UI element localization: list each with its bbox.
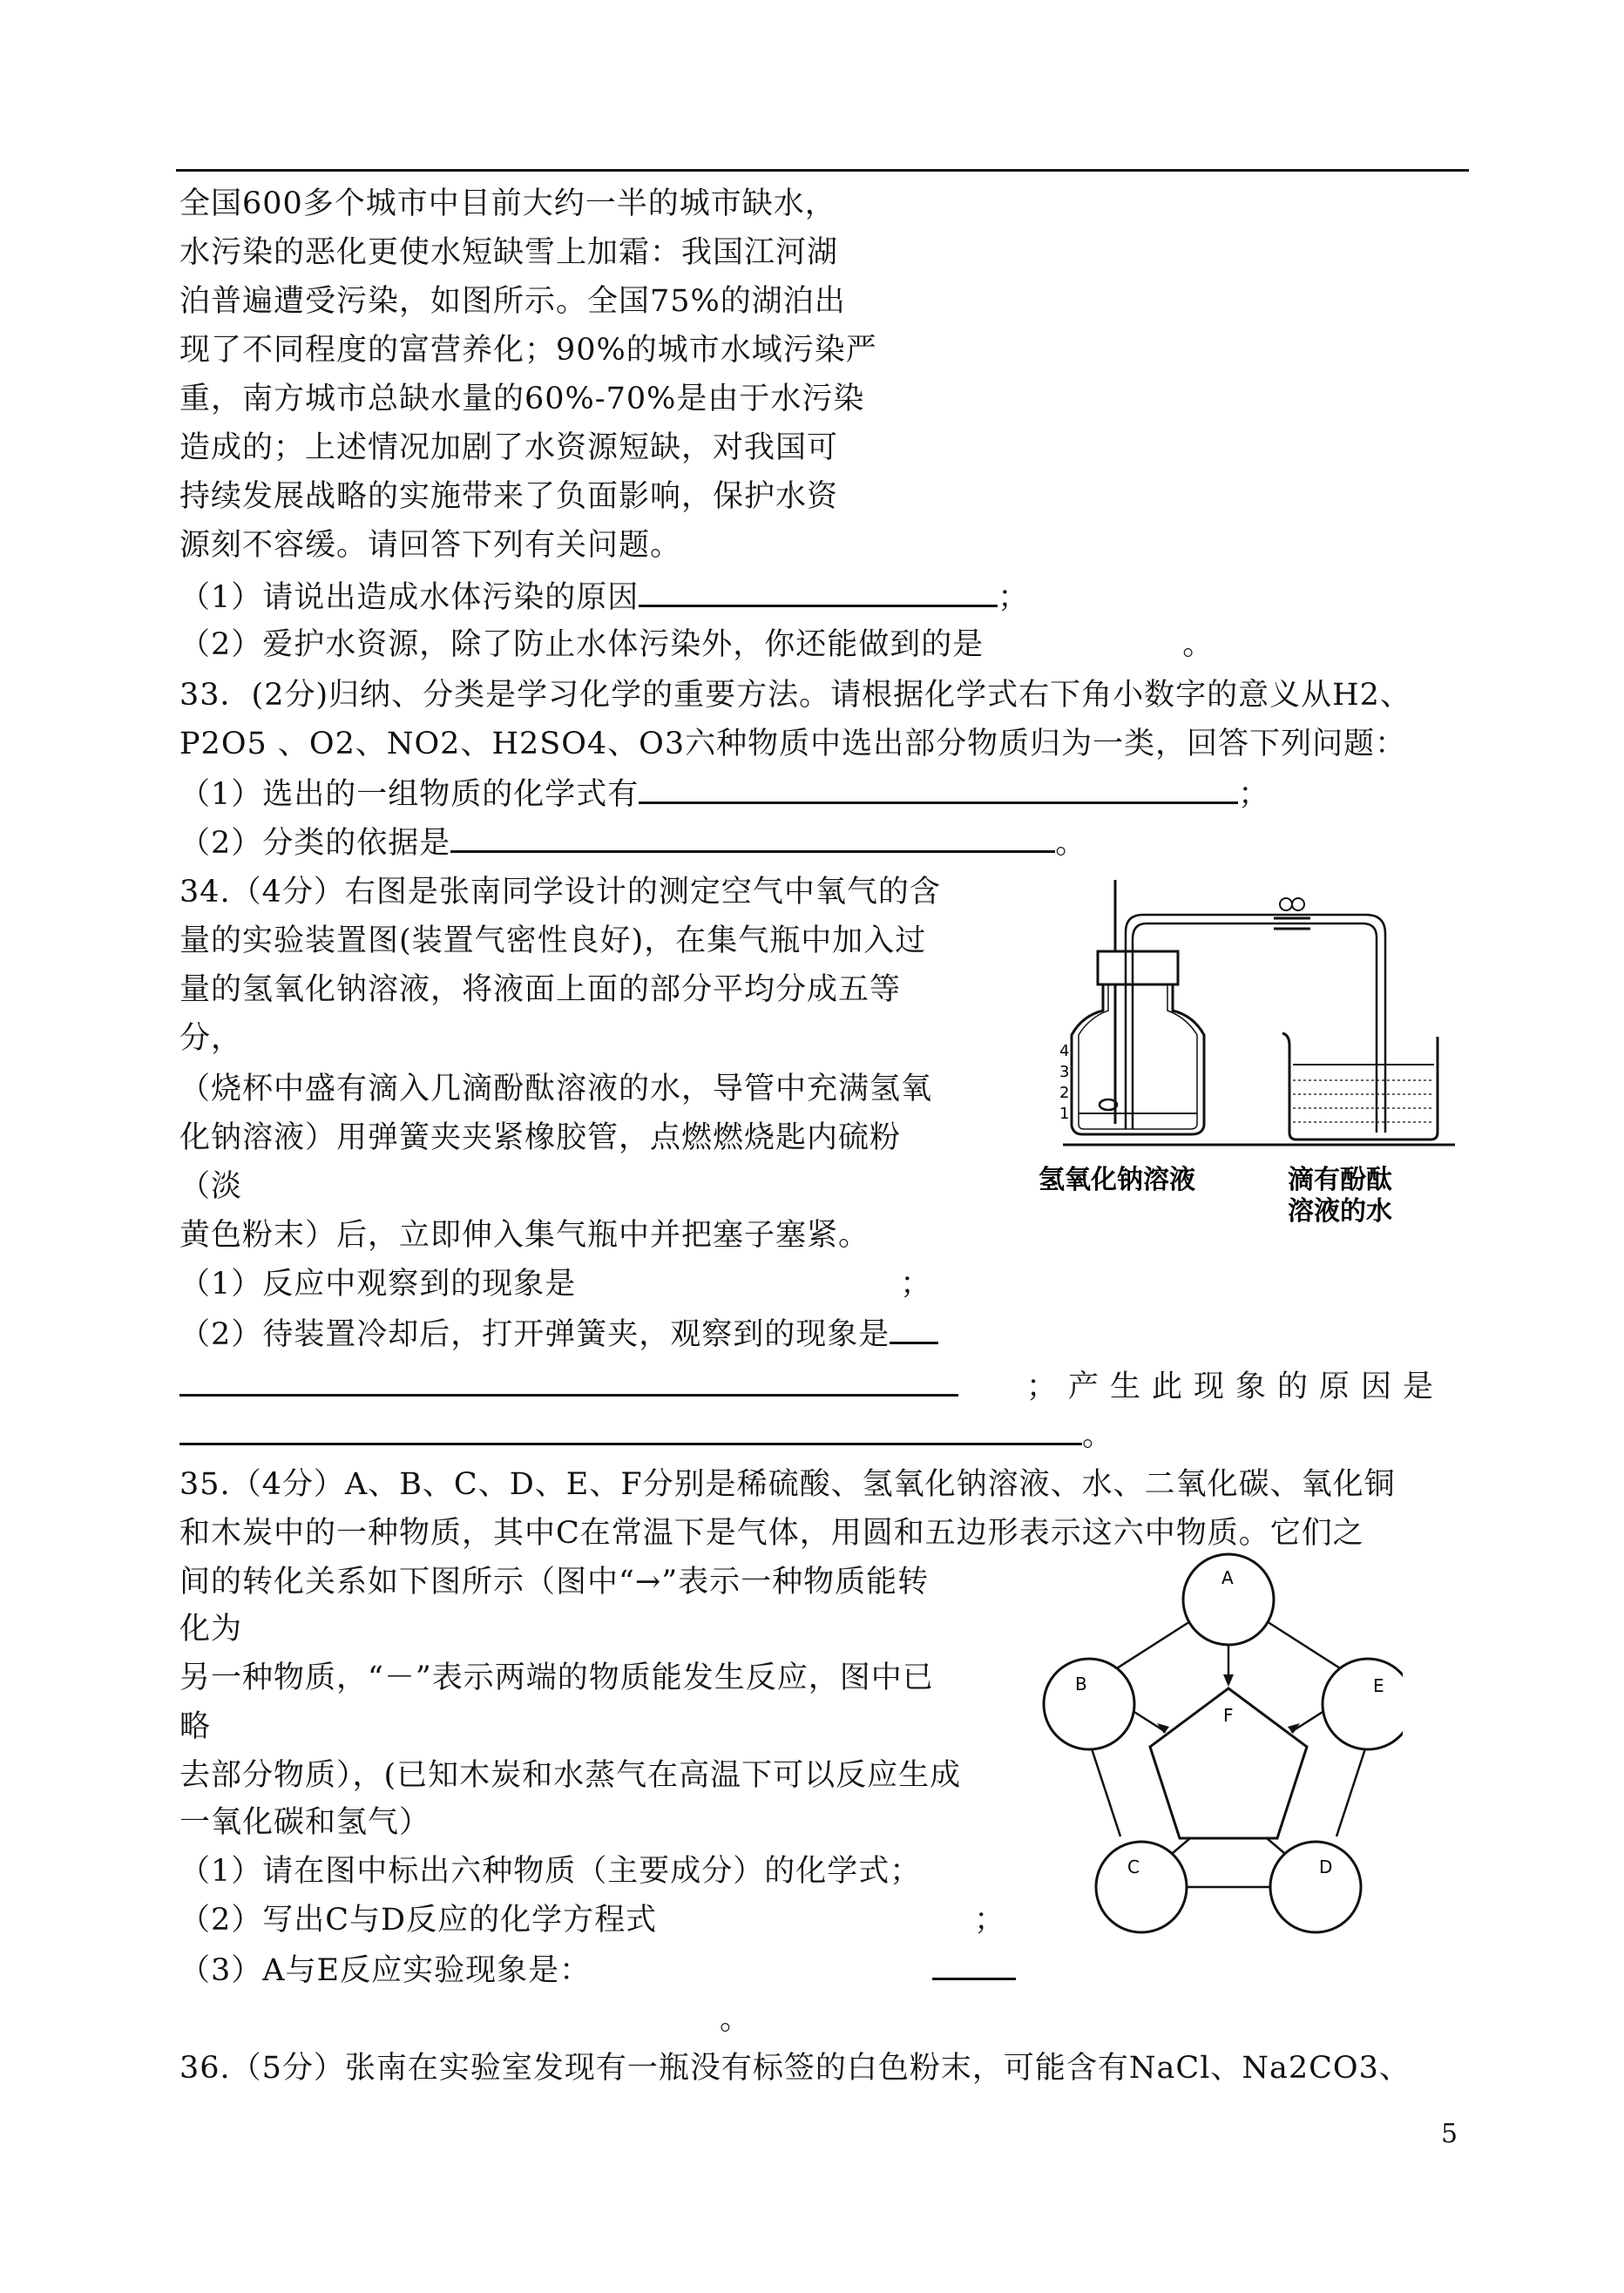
q35-stem: 去部分物质），(已知木炭和水蒸气在高温下可以反应生成 (179, 1758, 962, 1793)
q34-stem: （淡 (179, 1169, 243, 1204)
intro-line: 泊普遍遭受污染，如图所示。全国75%的湖泊出 (179, 284, 846, 319)
intro-line: 源刻不容缓。请回答下列有关问题。 (179, 528, 682, 563)
q33-stem-2: P2O5 、O2、NO2、H2SO4、O3六种物质中选出部分物质归为一类，回答下列问题： (179, 727, 1407, 761)
q35-stem: 另一种物质，“－”表示两端的物质能发生反应，图中已 (179, 1661, 934, 1695)
answer-blank[interactable] (639, 572, 998, 607)
answer-blank[interactable] (932, 1945, 1016, 1980)
answer-blank[interactable] (179, 1361, 958, 1397)
q34-part1: （1）反应中观察到的现象是 ； (179, 1267, 932, 1302)
node-label-a: A (1221, 1567, 1234, 1588)
node-label-f: F (1223, 1705, 1234, 1726)
q34-stem: 量的氢氧化钠溶液，将液面上面的部分平均分成五等 (179, 972, 902, 1007)
q34-stem: 化钠溶液）用弹簧夹夹紧橡胶管，点燃燃烧匙内硫粉 (179, 1120, 902, 1155)
q34-part2-cont: ；产生此现象的原因是 (179, 1361, 1445, 1410)
apparatus-figure (1028, 880, 1464, 1246)
node-label-e: E (1373, 1675, 1384, 1696)
page-number: 5 (1441, 2119, 1458, 2149)
q35-stem: 化为 (179, 1612, 243, 1647)
scale-label: 1 (1059, 1105, 1070, 1123)
q32-part1: （1）请说出造成水体污染的原因 ； (179, 572, 1029, 620)
q33-part1: （1）选出的一组物质的化学式有 ； (179, 768, 1269, 817)
node-label-c: C (1127, 1857, 1140, 1877)
q34-stem: 黄色粉末）后，立即伸入集气瓶中并把塞子塞紧。 (179, 1218, 870, 1253)
q35-stem: 间的转化关系如下图所示（图中“→”表示一种物质能转 (179, 1565, 930, 1600)
figure-caption-right: 溶液的水 (1288, 1196, 1392, 1227)
q35-stem: 略 (179, 1709, 212, 1744)
intro-line: 现了不同程度的富营养化；90%的城市水域污染严 (179, 333, 877, 368)
relation-diagram (1037, 1551, 1403, 1951)
q35-part2: （2）写出C与D反应的化学方程式 ； (179, 1903, 1006, 1938)
intro-line: 重，南方城市总缺水量的60%-70%是由于水污染 (179, 382, 865, 416)
q35-part1: （1）请在图中标出六种物质（主要成分）的化学式； (179, 1854, 922, 1889)
intro-line: 全国600多个城市中目前大约一半的城市缺水， (179, 186, 836, 221)
q36-stem: 36.（5分）张南在实验室发现有一瓶没有标签的白色粉末，可能含有NaCl、Na2CO3、 (179, 2051, 1411, 2086)
answer-blank[interactable] (639, 768, 1238, 804)
q33-stem-1: 33．(2分)归纳、分类是学习化学的重要方法。请根据化学式右下角小数字的意义从H2、 (179, 678, 1411, 713)
node-label-b: B (1075, 1674, 1087, 1694)
figure-caption-right: 滴有酚酞 (1288, 1165, 1392, 1195)
q34-stem: 34.（4分）右图是张南同学设计的测定空气中氧气的含 (179, 875, 941, 910)
q35-part3-end: 。 (720, 2002, 752, 2037)
answer-blank[interactable] (450, 817, 1055, 853)
q34-stem: 分， (179, 1021, 243, 1056)
intro-line: 持续发展战略的实施带来了负面影响，保护水资 (179, 479, 839, 514)
q35-stem: 和木炭中的一种物质，其中C在常温下是气体，用圆和五边形表示这六中物质。它们之 (179, 1516, 1364, 1551)
node-label-d: D (1319, 1857, 1333, 1877)
scale-label: 2 (1059, 1084, 1070, 1102)
q35-stem: 一氧化碳和氢气） (179, 1805, 431, 1840)
q34-part2: （2）待装置冷却后，打开弹簧夹，观察到的现象是 (179, 1309, 938, 1357)
scale-label: 4 (1059, 1042, 1070, 1060)
q35-part3: （3）A与E反应实验现象是： (179, 1945, 1016, 1993)
q34-stem: 量的实验装置图(装置气密性良好)，在集气瓶中加入过 (179, 923, 927, 958)
answer-blank[interactable] (890, 1309, 938, 1344)
q35-stem: 35.（4分）A、B、C、D、E、F分别是稀硫酸、氢氧化钠溶液、水、二氧化碳、氧化铜 (179, 1467, 1396, 1502)
figure-caption-left: 氢氧化钠溶液 (1039, 1165, 1195, 1195)
q34-part2-reason: 。 (179, 1410, 1113, 1458)
q33-part2: （2）分类的依据是 。 (179, 817, 1086, 866)
header-rule (176, 169, 1469, 172)
intro-line: 水污染的恶化更使水短缺雪上加霜：我国江河湖 (179, 235, 839, 270)
q32-part2: （2）爱护水资源，除了防止水体污染外，你还能做到的是 。 (179, 627, 1215, 662)
intro-line: 造成的；上述情况加剧了水资源短缺，对我国可 (179, 430, 839, 465)
answer-blank[interactable] (179, 1410, 1082, 1445)
q34-stem: （烧杯中盛有滴入几滴酚酞溶液的水，导管中充满氢氧 (179, 1072, 933, 1106)
scale-label: 3 (1059, 1063, 1070, 1081)
